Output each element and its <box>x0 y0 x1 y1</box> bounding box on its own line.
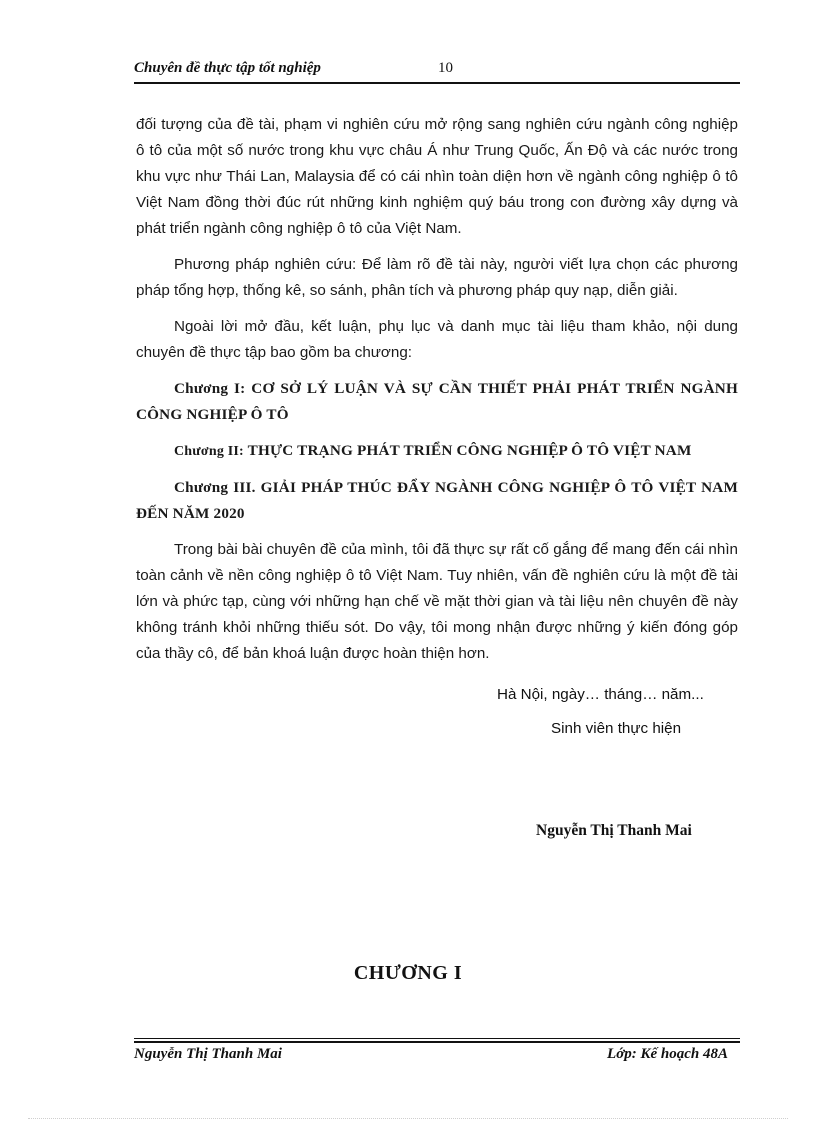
body-content <box>136 112 738 677</box>
next-chapter-heading: CHƯƠNG I <box>353 962 463 984</box>
chapter-2-title <box>136 438 738 465</box>
signature-name: Nguyễn Thị Thanh Mai <box>536 822 692 839</box>
page-bottom-border <box>28 1118 788 1119</box>
header-rule <box>134 82 740 84</box>
footer-author: Nguyễn Thị Thanh Mai <box>134 1046 282 1062</box>
footer-rule-thin <box>134 1038 740 1039</box>
signature-place-date: Hà Nội, ngày… tháng… năm... <box>497 686 704 703</box>
chapter-2-text: THỰC TRẠNG PHÁT TRIỂN CÔNG NGHIỆP Ô TÔ VIỆT NAM <box>247 442 692 459</box>
chapter-3-title: Chương III. GIẢI PHÁP THÚC ĐẨY NGÀNH CÔNG NGHIỆP Ô TÔ VIỆT NAM ĐẾN NĂM 2020 <box>136 479 738 522</box>
chapter-1-title: Chương I: CƠ SỞ LÝ LUẬN VÀ SỰ CẦN THIẾT PHẢI PHÁT TRIỂN NGÀNH CÔNG NGHIỆP Ô TÔ <box>136 380 738 423</box>
header-title: Chuyên đề thực tập tốt nghiệp <box>134 60 321 76</box>
paragraph-methods: Phương pháp nghiên cứu: Để làm rõ đề tài này, người viết lựa chọn các phương pháp tổng hợp, thống kê, so sánh, phân tích và phương pháp quy nạp, diễn giải. <box>136 256 738 299</box>
page-header <box>134 60 740 82</box>
chapter-2-label: Chương II: <box>174 444 244 459</box>
header-page-number: 10 <box>438 60 453 76</box>
signature-role: Sinh viên thực hiện <box>551 720 682 737</box>
paragraph-closing: Trong bài bài chuyên đề của mình, tôi đã thực sự rất cố gắng để mang đến cái nhìn toàn cảnh về nền công nghiệp ô tô Việt Nam. Tuy nhiên, vấn đề nghiên cứu là một đề tài lớn và phức tạp, cùng với những hạn chế về mặt thời gian và tài liệu nên chuyên đề này không tránh khỏi những thiếu sót. Do vậy, tôi mong nhận được những ý kiến đóng góp của thầy cô, để bản khoá luận được hoàn thiện hơn. <box>136 541 738 662</box>
paragraph-scope: đối tượng của đề tài, phạm vi nghiên cứu mở rộng sang nghiên cứu ngành công nghiệp ô tô của một số nước trong khu vực châu Á như Trung Quốc, Ấn Độ và các nước trong khu vực như Thái Lan, Malaysia để có cái nhìn toàn diện hơn về ngành công nghiệp ô tô Việt Nam đồng thời đúc rút những kinh nghiệm quý báu trong con đường xây dựng và phát triển ngành công nghiệp ô tô của Việt Nam. <box>136 116 738 237</box>
footer-class: Lớp: Kế hoạch 48A <box>607 1046 728 1062</box>
paragraph-structure: Ngoài lời mở đầu, kết luận, phụ lục và danh mục tài liệu tham khảo, nội dung chuyên đề thực tập bao gồm ba chương: <box>136 318 738 361</box>
footer-rule-thick <box>134 1041 740 1043</box>
